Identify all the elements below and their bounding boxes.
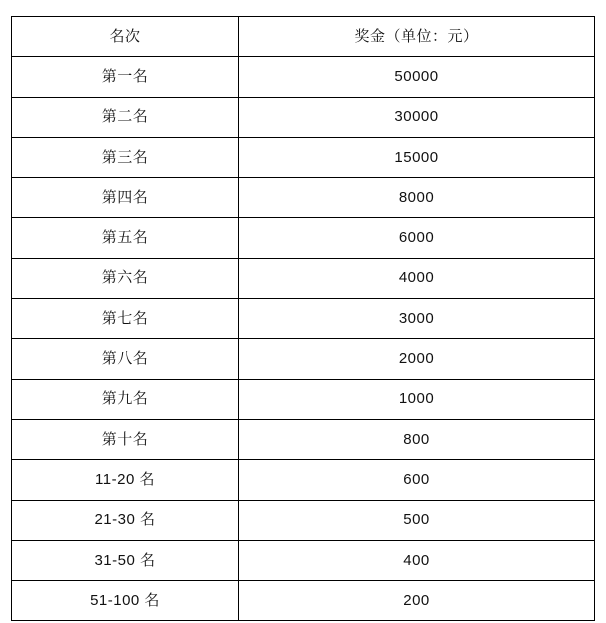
rank-value: 11-20 名	[95, 470, 155, 488]
table-row	[12, 218, 595, 258]
table-row	[12, 581, 595, 621]
table-row	[12, 97, 595, 137]
table-row	[12, 299, 595, 339]
table-row	[12, 500, 595, 540]
header-prize-label: 奖金（单位：元）	[354, 27, 479, 45]
cell-rank	[12, 97, 239, 137]
table-row	[12, 57, 595, 97]
prize-value: 500	[403, 511, 430, 529]
table-row	[12, 419, 595, 459]
cell-rank	[12, 419, 239, 459]
prize-value: 6000	[398, 229, 435, 247]
table-row	[12, 339, 595, 379]
rank-value: 第一名	[101, 67, 149, 85]
prize-value: 15000	[394, 148, 439, 166]
table-body	[12, 17, 595, 621]
rank-value: 第七名	[101, 309, 149, 327]
rank-value: 第二名	[101, 108, 149, 126]
rank-value: 第三名	[101, 148, 149, 166]
table-row	[12, 137, 595, 177]
cell-prize	[239, 299, 595, 339]
cell-prize	[239, 540, 595, 580]
cell-prize	[239, 218, 595, 258]
cell-rank	[12, 258, 239, 298]
header-rank-label: 名次	[109, 27, 141, 45]
rank-value: 31-50 名	[94, 551, 156, 569]
cell-prize	[239, 137, 595, 177]
cell-rank	[12, 379, 239, 419]
prize-value: 30000	[394, 108, 439, 126]
prize-value: 50000	[394, 67, 439, 85]
rank-value: 第十名	[101, 430, 149, 448]
cell-prize	[239, 379, 595, 419]
table-header-row	[12, 17, 595, 57]
cell-prize	[239, 419, 595, 459]
cell-prize	[239, 500, 595, 540]
cell-rank	[12, 540, 239, 580]
table-header-prize	[239, 17, 595, 57]
cell-rank	[12, 178, 239, 218]
cell-rank	[12, 581, 239, 621]
cell-rank	[12, 500, 239, 540]
table-row	[12, 258, 595, 298]
cell-rank	[12, 460, 239, 500]
prize-table	[11, 16, 595, 621]
prize-value: 3000	[398, 309, 435, 327]
table-row	[12, 178, 595, 218]
cell-rank	[12, 299, 239, 339]
table-row	[12, 540, 595, 580]
table-header-rank	[12, 17, 239, 57]
cell-prize	[239, 460, 595, 500]
cell-prize	[239, 339, 595, 379]
cell-prize	[239, 581, 595, 621]
table-row	[12, 379, 595, 419]
cell-rank	[12, 218, 239, 258]
cell-prize	[239, 97, 595, 137]
cell-rank	[12, 339, 239, 379]
cell-prize	[239, 57, 595, 97]
table-row	[12, 460, 595, 500]
cell-rank	[12, 137, 239, 177]
rank-value: 第九名	[101, 390, 149, 408]
prize-value: 1000	[398, 390, 435, 408]
rank-value: 第六名	[101, 269, 149, 287]
rank-value: 51-100 名	[90, 591, 160, 609]
prize-value: 4000	[398, 269, 435, 287]
prize-value: 8000	[398, 188, 435, 206]
cell-prize	[239, 178, 595, 218]
prize-value: 200	[403, 591, 430, 609]
rank-value: 第五名	[101, 229, 149, 247]
rank-value: 21-30 名	[94, 511, 156, 529]
prize-value: 400	[403, 551, 430, 569]
prize-value: 600	[403, 470, 430, 488]
cell-rank	[12, 57, 239, 97]
rank-value: 第八名	[101, 350, 149, 368]
cell-prize	[239, 258, 595, 298]
rank-value: 第四名	[101, 188, 149, 206]
prize-value: 2000	[398, 350, 435, 368]
prize-value: 800	[403, 430, 430, 448]
